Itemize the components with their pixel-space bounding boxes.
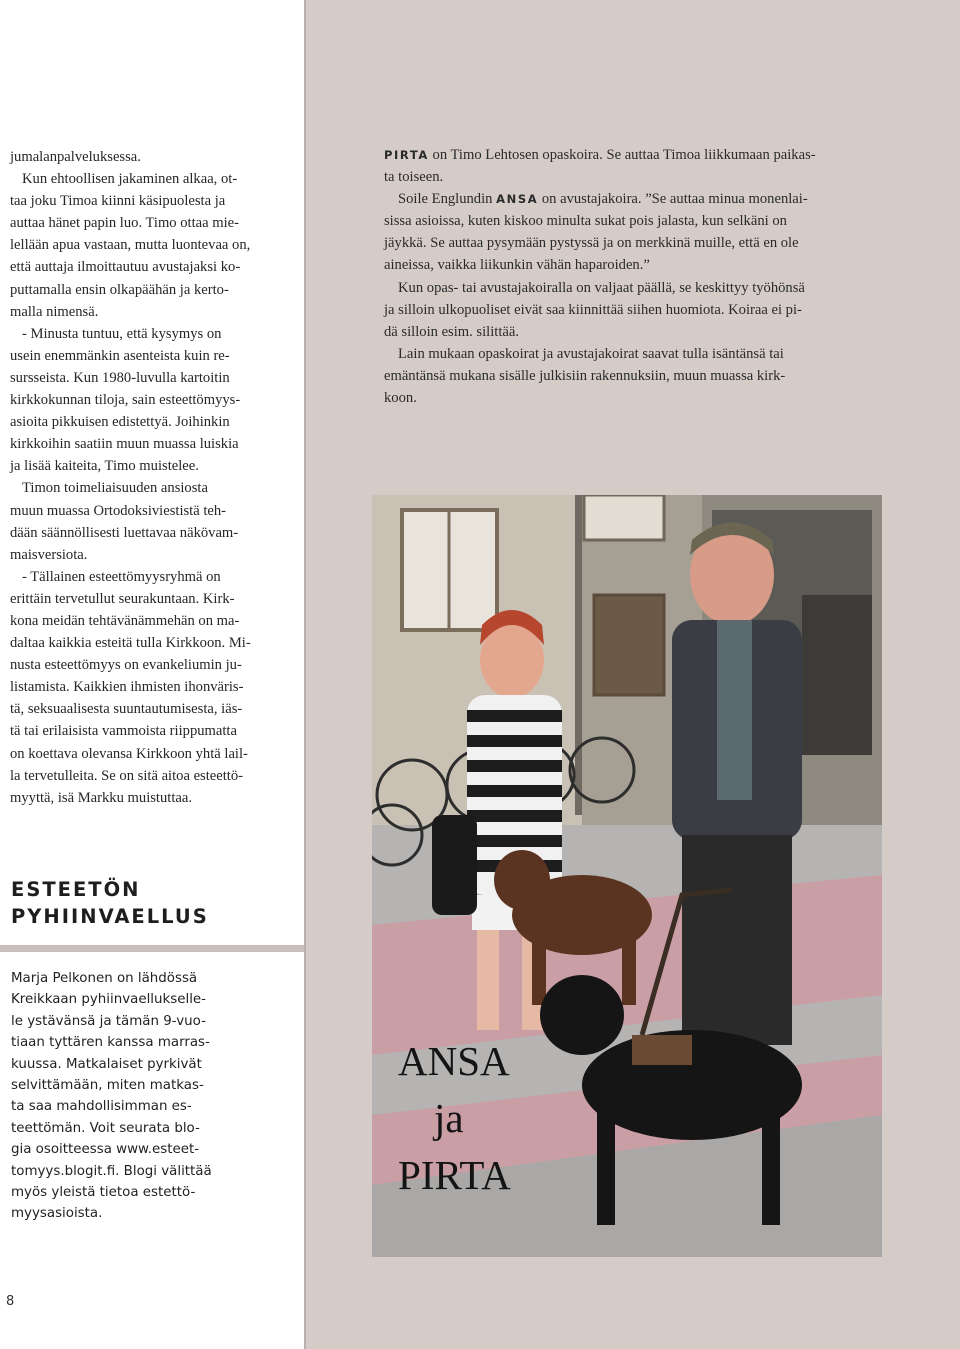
text-line: myyttä, isä Markku muistuttaa.	[10, 789, 192, 806]
text-line: emäntänsä mukana sisälle julkisiin rakennuksiin, muun muassa kirk-	[384, 367, 786, 384]
pirta-name: PIRTA	[384, 148, 429, 162]
text-line: Kun opas- tai avustajakoiralla on valjaat päällä, se keskittyy työhönsä	[398, 279, 805, 296]
caption-line: ja	[434, 1095, 464, 1141]
text-line: asioita pikkuisen edistettyä. Joihinkin	[10, 414, 230, 431]
left-page	[0, 0, 304, 1349]
text-line: tä, seksuaalisesta suuntautumisesta, iäs-	[10, 701, 243, 718]
text-line: Soile Englundin	[398, 191, 497, 208]
text-line: auttaa hänet papin luo. Timo ottaa mie-	[10, 215, 239, 232]
info-box-line: kuussa. Matkalaiset pyrkivät	[11, 1056, 202, 1072]
law-paragraph	[384, 343, 874, 409]
text-line: la tervetulleita. Se on sitä aitoa esteettö-	[10, 767, 244, 784]
text-line: - Tällainen esteettömyysryhmä on	[22, 568, 221, 585]
info-box-line: myysasioista.	[11, 1206, 103, 1222]
text-line: aineissa, vaikka liikunkin vähän haparoiden.”	[384, 257, 650, 274]
text-line: ja lisää kaiteita, Timo muistelee.	[10, 458, 199, 475]
info-box-line: teettömän. Voit seurata blo-	[11, 1120, 200, 1136]
text-line: sissa asioissa, kuten kiskoo minulta sukat pois jalasta, kun selkäni on	[384, 213, 787, 230]
text-line: - Minusta tuntuu, että kysymys on	[22, 325, 222, 342]
text-line: lellään apua vastaan, mutta luontevaa on,	[10, 237, 251, 254]
text-line: sursseista. Kun 1980-luvulla kartoitin	[10, 369, 230, 386]
text-line: kirkkokunnan tiloja, sain esteettömyys-	[10, 392, 241, 409]
article-paragraph	[10, 146, 280, 168]
text-line: on Timo Lehtosen opaskoira. Se auttaa Timoa liikkumaan paikas-	[428, 147, 816, 163]
article-paragraph	[10, 323, 280, 478]
page-number: 8	[6, 1294, 15, 1309]
info-box-heading-line: ESTEETÖN	[11, 878, 141, 901]
info-box-line: myös yleistä tietoa estettö-	[11, 1185, 196, 1201]
info-box-line: selvittämään, miten matkas-	[11, 1078, 204, 1094]
caption-line: ANSA	[398, 1038, 510, 1084]
dog-info-column	[384, 144, 874, 409]
pirta-paragraph	[384, 144, 874, 188]
harness-paragraph	[384, 277, 874, 343]
text-line: on koettava olevansa Kirkkoon yhtä lail-	[10, 745, 248, 762]
caption-line: PIRTA	[398, 1152, 511, 1198]
text-line: muun muassa Ortodoksiviestistä teh-	[10, 502, 227, 519]
text-line: usein enemmänkin asenteista kuin re-	[10, 347, 230, 364]
info-box-heading	[11, 876, 291, 930]
text-line: maisversiota.	[10, 546, 88, 563]
info-box-heading-line: PYHIINVAELLUS	[11, 905, 209, 928]
info-box-line: tiaan tyttären kanssa marras-	[11, 1035, 210, 1051]
info-box-rule	[0, 945, 304, 952]
article-paragraph	[10, 566, 280, 809]
text-line: listamista. Kaikkien ihmisten ihonväris-	[10, 679, 244, 696]
text-line: ja silloin ulkopuoliset eivät saa kiinnittää siihen huomiota. Koiraa ei pi-	[384, 301, 802, 318]
info-box-text	[11, 968, 211, 1225]
info-box-line: le ystävänsä ja tämän 9-vuo-	[11, 1013, 206, 1029]
text-line: daltaa kaikkia esteitä tulla Kirkkoon. Mi-	[10, 635, 251, 652]
text-line: kona meidän tehtävänämmehän on ma-	[10, 612, 240, 629]
article-body-column	[10, 146, 280, 809]
ansa-paragraph	[384, 188, 874, 276]
text-line: Timon toimeliaisuuden ansiosta	[22, 480, 208, 497]
article-paragraph	[10, 168, 280, 323]
article-paragraph	[10, 477, 280, 565]
text-line: taa joku Timoa kiinni käsipuolesta ja	[10, 193, 226, 210]
info-box-line: gia osoitteessa www.esteet-	[11, 1142, 200, 1158]
text-line: jäykkä. Se auttaa pysymään pystyssä ja on merkkinä muille, että en ole	[384, 235, 799, 252]
text-line: dään säännöllisesti luettavaa näkövam-	[10, 524, 239, 541]
info-box-line: Kreikkaan pyhiinvaellukselle-	[11, 992, 206, 1008]
text-line: Lain mukaan opaskoirat ja avustajakoirat saavat tulla isäntänsä tai	[398, 345, 784, 362]
text-line: nusta esteettömyys on evankeliumin ju-	[10, 657, 242, 674]
info-box-line: tomyys.blogit.fi. Blogi välittää	[11, 1163, 212, 1179]
text-line: kirkkoihin saatiin muun muassa luiskia	[10, 436, 239, 453]
text-line: on avustajakoira. ”Se auttaa minua monenlai-	[538, 191, 808, 208]
text-line: malla nimensä.	[10, 303, 99, 320]
ansa-name: ANSA	[496, 192, 539, 207]
text-line: että auttaja ilmoittautuu avustajaksi ko-	[10, 259, 241, 276]
text-line: koon.	[384, 390, 417, 407]
text-line: Kun ehtoollisen jakaminen alkaa, ot-	[22, 171, 238, 188]
info-box-line: ta saa mahdollisimman es-	[11, 1099, 192, 1115]
text-line: erittäin tervetullut seurakuntaan. Kirk-	[10, 590, 235, 607]
text-line: jumalanpalveluksessa.	[10, 149, 141, 165]
text-line: puttamalla ensin olkapäähän ja kerto-	[10, 281, 229, 298]
text-line: tä tai erilaisista vammoista riippumatta	[10, 723, 237, 740]
text-line: ta toiseen.	[384, 169, 444, 186]
photo-caption	[398, 1033, 558, 1204]
info-box-line: Marja Pelkonen on lähdössä	[11, 971, 198, 986]
text-line: dä silloin esim. silittää.	[384, 323, 519, 340]
